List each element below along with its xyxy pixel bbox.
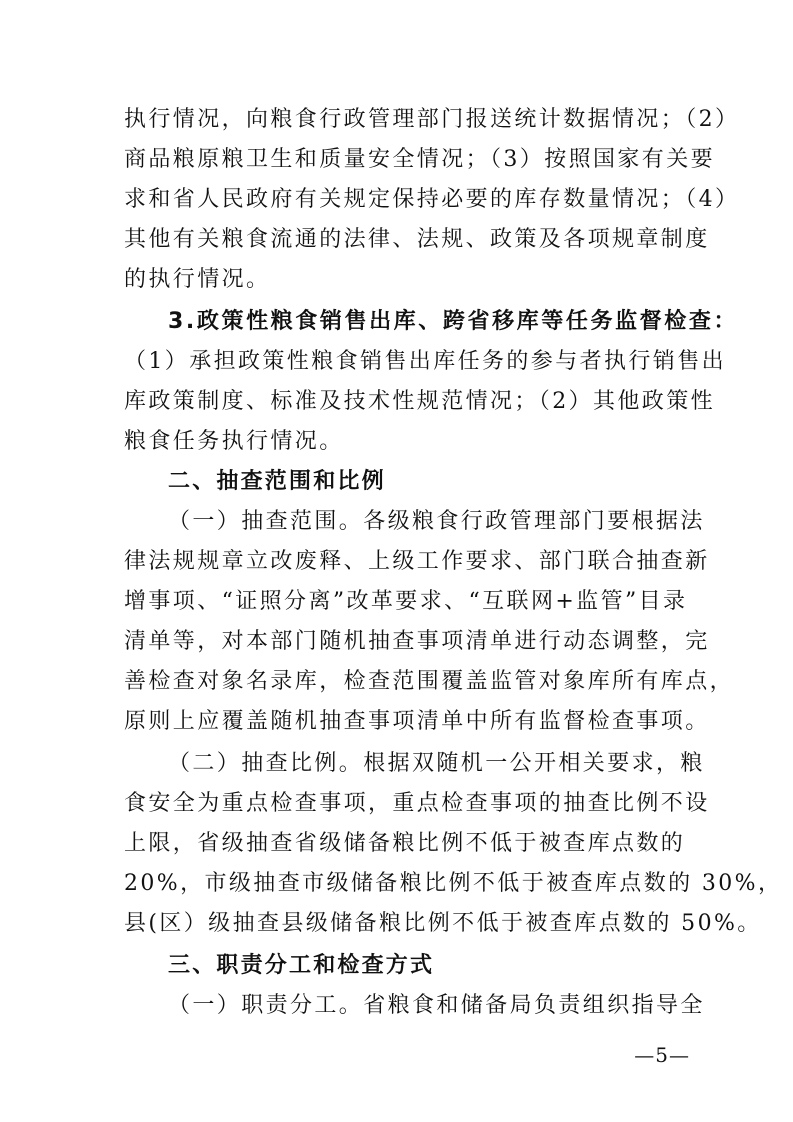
paragraph-line: （二）抽查比例。根据双随机一公开相关要求，粮: [168, 751, 705, 776]
paragraph-line: 原则上应覆盖随机抽查事项清单中所有监督检查事项。: [124, 709, 710, 734]
paragraph-line: 食安全为重点检查事项，重点检查事项的抽查比例不设: [124, 791, 710, 816]
section-subheading: 3.政策性粮食销售出库、跨省移库等任务监督检查：: [168, 309, 739, 334]
section-heading: 二、抽查范围和比例: [168, 469, 386, 494]
page-number: —5—: [634, 1043, 690, 1067]
paragraph-line: 增事项、“证照分离”改革要求、“互联网+监管”目录: [124, 589, 688, 614]
paragraph-line: （1）承担政策性粮食销售出库任务的参与者执行销售出: [124, 349, 726, 374]
paragraph-line: 县(区）级抽查县级储备粮比例不低于被查库点数的 50%。: [124, 911, 762, 936]
paragraph-line: 其他有关粮食流通的法律、法规、政策及各项规章制度: [124, 227, 710, 252]
section-heading: 三、职责分工和检查方式: [168, 953, 435, 978]
paragraph-line: 求和省人民政府有关规定保持必要的库存数量情况；（4）: [124, 187, 740, 212]
paragraph-line: 上限，省级抽查省级储备粮比例不低于被查库点数的: [124, 831, 686, 856]
paragraph-line: 粮食任务执行情况。: [124, 429, 344, 454]
paragraph-line: 库政策制度、标准及技术性规范情况；（2）其他政策性: [124, 389, 715, 414]
paragraph-line: 执行情况，向粮食行政管理部门报送统计数据情况；（2）: [124, 107, 740, 132]
paragraph-line: 清单等，对本部门随机抽查事项清单进行动态调整，完: [124, 629, 710, 654]
paragraph-line: 20%，市级抽查市级储备粮比例不低于被查库点数的 30%，: [124, 871, 783, 896]
paragraph-line: 的执行情况。: [124, 267, 271, 292]
paragraph-line: （一）抽查范围。各级粮食行政管理部门要根据法: [168, 509, 705, 534]
paragraph-line: （一）职责分工。省粮食和储备局负责组织指导全: [168, 993, 705, 1018]
paragraph-line: 律法规规章立改废释、上级工作要求、部门联合抽查新: [124, 549, 710, 574]
paragraph-line: 善检查对象名录库，检查范围覆盖监管对象库所有库点，: [124, 669, 735, 694]
paragraph-line: 商品粮原粮卫生和质量安全情况；（3）按照国家有关要: [124, 147, 715, 172]
